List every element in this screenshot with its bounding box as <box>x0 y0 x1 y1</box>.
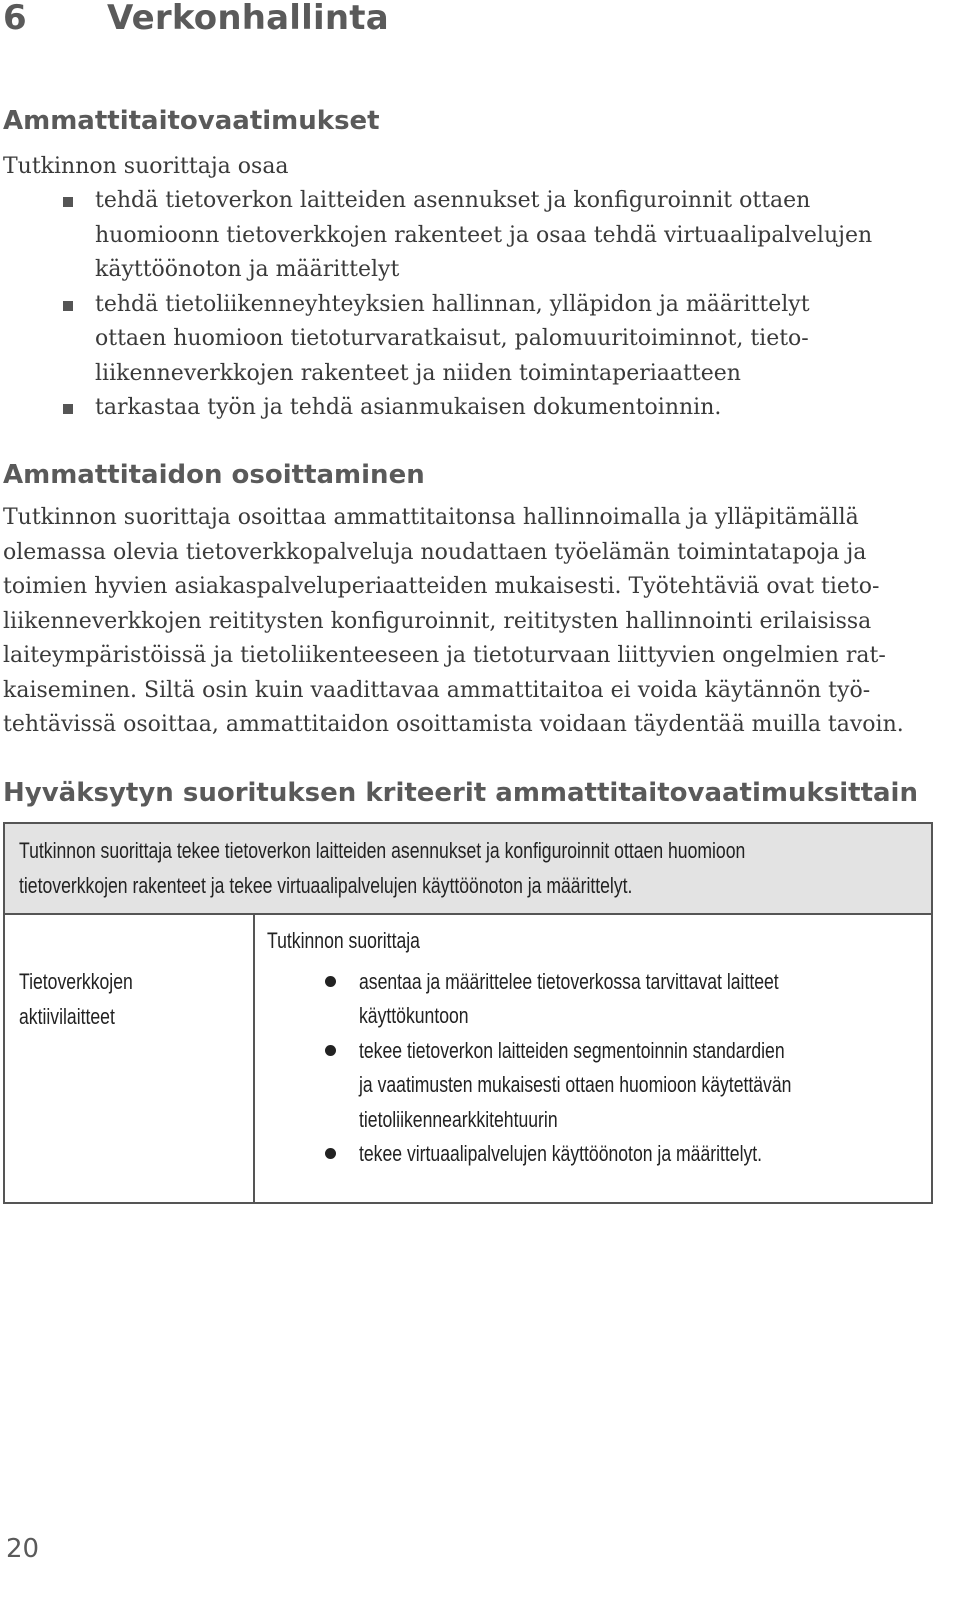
page-number: 20 <box>6 1534 40 1564</box>
criteria-condition: Tutkinnon suorittaja <box>267 928 420 953</box>
list-item-line: käyttöönoton ja määrittelyt <box>95 257 400 282</box>
square-bullet-icon <box>63 404 73 414</box>
list-item <box>0 184 930 288</box>
criteria-item-line: tekee tietoverkon laitteiden segmentoinnin standardien <box>359 1037 785 1063</box>
chapter-title: Verkonhallinta <box>107 0 389 38</box>
paragraph-line: tehtävissä osoittaa, ammattitaidon osoittamista voidaan täydentää muilla tavoin. <box>3 712 904 737</box>
round-bullet-icon <box>325 1148 336 1159</box>
criteria-table <box>3 822 933 1204</box>
square-bullet-icon <box>63 197 73 207</box>
list-item-line: liikenneverkkojen rakenteet ja niiden toimintaperiaatteen <box>95 360 741 386</box>
criteria-item <box>267 1034 927 1138</box>
chapter-heading <box>3 0 389 38</box>
section-heading-criteria: Hyväksytyn suorituksen kriteerit ammattitaitovaatimuksittain <box>3 778 918 808</box>
list-item-line: tarkastaa työn ja tehdä asianmukaisen dokumentoinnin. <box>95 395 722 420</box>
requirements-intro: Tutkinnon suorittaja osaa <box>3 154 289 179</box>
paragraph-line: laiteympäristöissä ja tietoliikenteeseen ja tietoturvaan liittyvien ongelmien rat- <box>3 643 886 668</box>
criteria-item <box>267 965 927 1034</box>
paragraph-line: kaiseminen. Siltä osin kuin vaadittavaa ammattitaitoa ei voida käytännön työ- <box>3 677 871 703</box>
paragraph-line: liikenneverkkojen reititysten konfiguroinnit, reititysten hallinnointi erilaisissa <box>3 608 872 634</box>
target-line: aktiivilaitteet <box>19 1003 115 1029</box>
criteria-table-header <box>5 824 931 915</box>
criteria-item-line: ja vaatimusten mukaisesti ottaen huomioon käytettävän <box>359 1072 792 1097</box>
round-bullet-icon <box>325 1045 336 1056</box>
criteria-item-line: asentaa ja määrittelee tietoverkossa tarvittavat laitteet <box>359 968 779 994</box>
criteria-item-line: käyttökuntoon <box>359 1003 469 1028</box>
criteria-item <box>267 1137 927 1172</box>
paragraph-line: toimien hyvien asiakaspalveluperiaatteiden mukaisesti. Työtehtäviä ovat tieto- <box>3 574 880 599</box>
criteria-header-line: tietoverkkojen rakenteet ja tekee virtuaalipalvelujen käyttöönoton ja määrittelyt. <box>19 872 633 898</box>
criteria-target-cell <box>19 965 249 1034</box>
square-bullet-icon <box>63 301 73 311</box>
list-item-line: huomioonn tietoverkkojen rakenteet ja osaa tehdä virtuaalipalvelujen <box>95 222 873 248</box>
paragraph-line: olemassa olevia tietoverkkopalveluja noudattaen työelämän toimintatapoja ja <box>3 539 867 565</box>
round-bullet-icon <box>325 976 336 987</box>
criteria-item-line: tekee virtuaalipalvelujen käyttöönoton ja määrittelyt. <box>359 1141 763 1166</box>
list-item-line: tehdä tietoliikenneyhteyksien hallinnan, ylläpidon ja määrittelyt <box>95 291 810 317</box>
list-item-line: tehdä tietoverkon laitteiden asennukset ja konfiguroinnit ottaen <box>95 188 811 213</box>
chapter-number: 6 <box>3 0 27 38</box>
list-item <box>0 288 930 392</box>
list-item-line: ottaen huomioon tietoturvaratkaisut, palomuuritoiminnot, tieto- <box>95 326 809 351</box>
criteria-item-line: tietoliikennearkkitehtuurin <box>359 1106 558 1132</box>
column-divider <box>253 913 255 1204</box>
criteria-description-cell <box>267 924 927 1172</box>
target-line: Tietoverkkojen <box>19 969 133 994</box>
section-heading-requirements: Ammattitaitovaatimukset <box>3 106 380 136</box>
criteria-header-line: Tutkinnon suorittaja tekee tietoverkon laitteiden asennukset ja konfiguroinnit ottaen huomioon <box>19 838 746 863</box>
criteria-list <box>267 965 927 1172</box>
requirements-list <box>0 184 930 426</box>
list-item <box>0 391 930 426</box>
paragraph-line: Tutkinnon suorittaja osoittaa ammattitaitonsa hallinnoimalla ja ylläpitämällä <box>3 505 859 530</box>
demonstration-paragraph <box>3 501 933 743</box>
section-heading-demonstration: Ammattitaidon osoittaminen <box>3 460 425 490</box>
